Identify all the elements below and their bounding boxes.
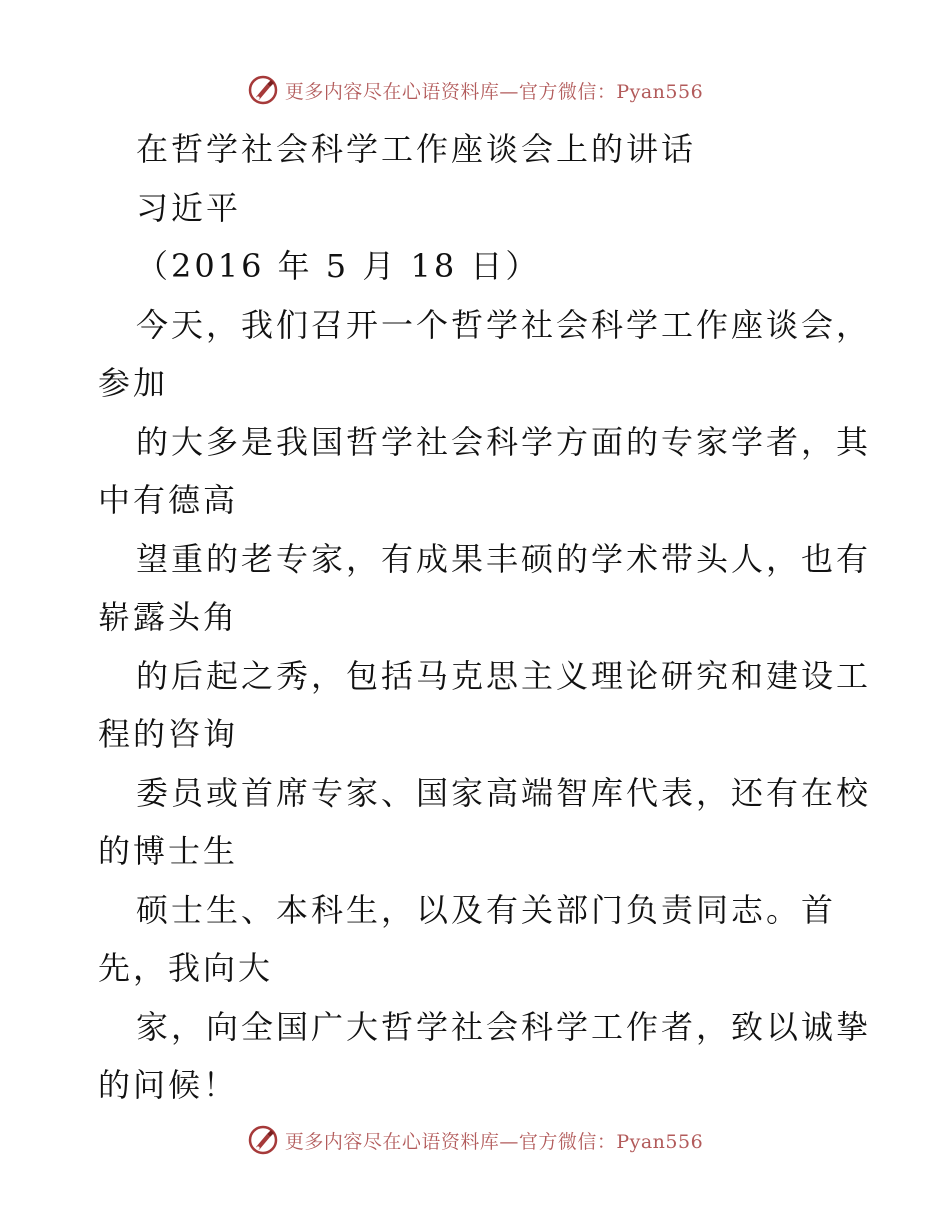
text-line: 的博士生	[98, 832, 239, 870]
footer-banner-text: 更多内容尽在心语资料库—官方微信：Pyan556	[284, 1130, 704, 1153]
paragraph	[98, 296, 872, 1115]
document-title: 在哲学社会科学工作座谈会上的讲话	[136, 130, 697, 168]
header-banner-text: 更多内容尽在心语资料库—官方微信：Pyan556	[284, 80, 704, 103]
pen-in-circle-logo-icon	[247, 74, 279, 106]
text-line: 委员或首席专家、国家高端智库代表，还有在校	[136, 773, 872, 812]
text-line: 的问候！	[98, 1066, 239, 1104]
text-line: 家，向全国广大哲学社会科学工作者，致以诚挚	[136, 1007, 872, 1046]
document-author: 习近平	[136, 188, 242, 227]
document-body	[98, 120, 872, 1115]
text-line: 的大多是我国哲学社会科学方面的专家学者，其	[136, 422, 872, 461]
text-line: 程的咨询	[98, 715, 239, 753]
document-date: （2016 年 5 月 18 日）	[136, 247, 541, 285]
text-line: 崭露头角	[98, 598, 239, 636]
text-line: 硕士生、本科生，以及有关部门负责同志。首	[136, 890, 837, 929]
text-line: 参加	[98, 364, 169, 402]
text-line: 先，我向大	[98, 949, 274, 987]
header-banner	[0, 70, 950, 110]
text-line: 望重的老专家，有成果丰硕的学术带头人，也有	[136, 539, 872, 578]
text-line: 的后起之秀，包括马克思主义理论研究和建设工	[136, 656, 872, 695]
text-line: 中有德高	[98, 481, 239, 519]
pen-in-circle-logo-icon	[247, 1124, 279, 1156]
text-line: 今天，我们召开一个哲学社会科学工作座谈会，	[136, 305, 872, 344]
footer-banner	[0, 1120, 950, 1160]
